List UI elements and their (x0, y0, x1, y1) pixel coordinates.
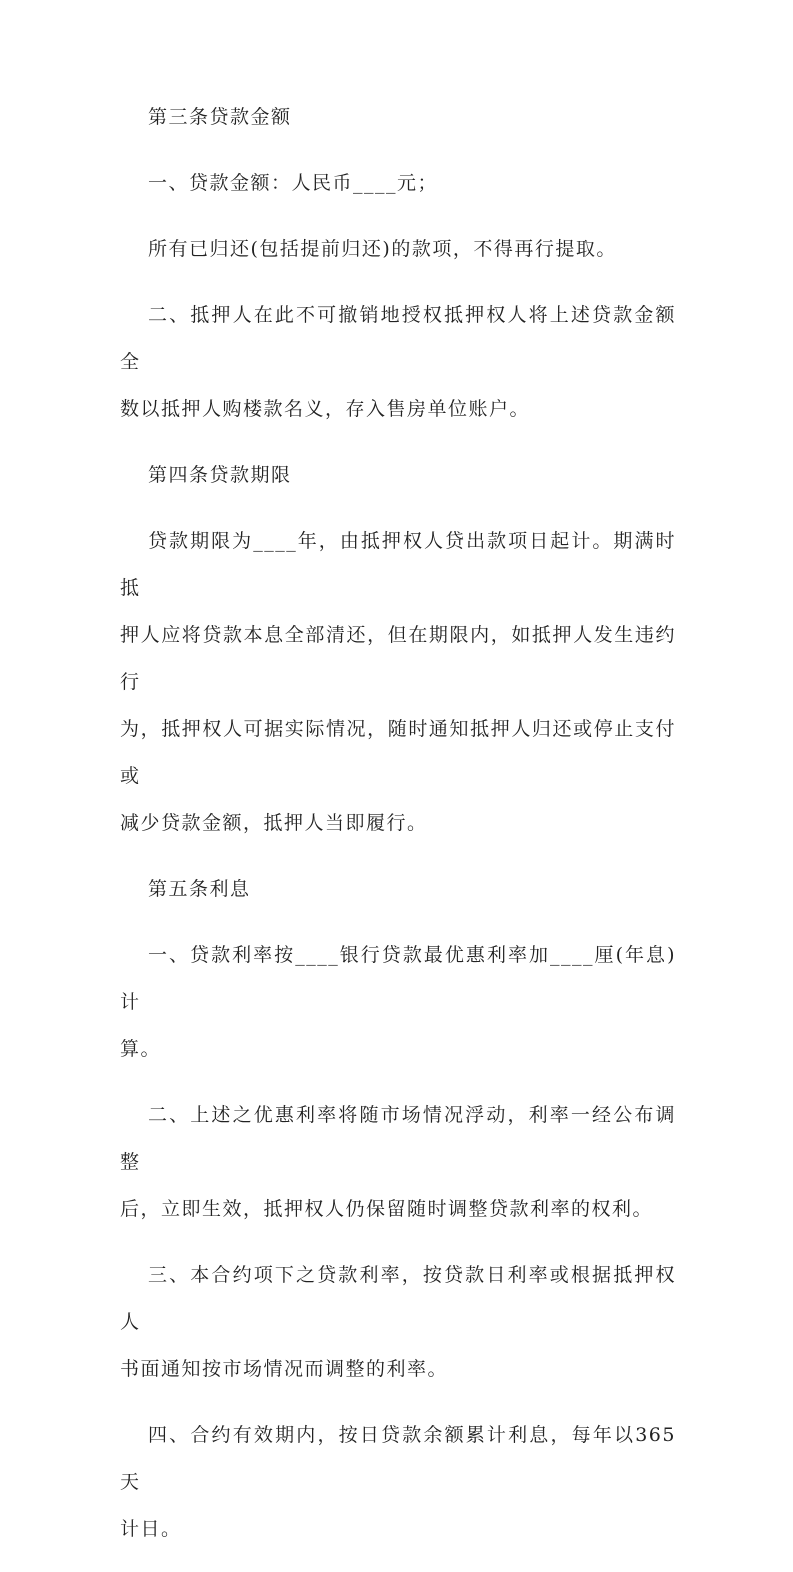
text-line: 四、合约有效期内，按日贷款余额累计利息，每年以365天 (120, 1424, 676, 1493)
paragraph-loan-amount (120, 160, 676, 207)
text-line: 押人应将贷款本息全部清还，但在期限内，如抵押人发生违约行 (120, 624, 676, 693)
text-line: 所有已归还(包括提前归还)的款项，不得再行提取。 (148, 238, 617, 260)
text-line: 减少贷款金额，抵押人当即履行。 (120, 812, 428, 834)
heading-article-4 (120, 452, 676, 499)
text-line: 为，抵押权人可据实际情况，随时通知抵押人归还或停止支付或 (120, 718, 676, 787)
text-line: 后，立即生效，抵押权人仍保留随时调整贷款利率的权利。 (120, 1198, 654, 1220)
text-line: 数以抵押人购楼款名义，存入售房单位账户。 (120, 398, 531, 420)
text-line: 贷款期限为____年，由抵押权人贷出款项日起计。期满时抵 (120, 530, 676, 599)
paragraph-loan-term (120, 518, 676, 847)
paragraph-interest-rate (120, 932, 676, 1073)
text-line: 二、抵押人在此不可撤销地授权抵押权人将上述贷款金额全 (120, 304, 676, 373)
heading-article-3 (120, 94, 676, 141)
text-line: 第五条利息 (148, 878, 251, 900)
text-line: 三、本合约项下之贷款利率，按贷款日利率或根据抵押权人 (120, 1264, 676, 1333)
paragraph-authorization (120, 292, 676, 433)
paragraph-rate-adjustment (120, 1092, 676, 1233)
text-line: 第三条贷款金额 (148, 106, 292, 128)
text-line: 第四条贷款期限 (148, 464, 292, 486)
text-line: 一、贷款金额：人民币____元； (148, 172, 439, 194)
paragraph-applicable-rate (120, 1252, 676, 1393)
heading-article-5 (120, 866, 676, 913)
paragraph-repaid-funds (120, 226, 676, 273)
text-line: 一、贷款利率按____银行贷款最优惠利率加____厘(年息)计 (120, 944, 676, 1013)
text-line: 二、上述之优惠利率将随市场情况浮动，利率一经公布调整 (120, 1104, 676, 1173)
text-line: 算。 (120, 1038, 162, 1060)
document-body (120, 94, 676, 1572)
text-line: 计日。 (120, 1518, 182, 1540)
paragraph-interest-calculation (120, 1412, 676, 1553)
text-line: 书面通知按市场情况而调整的利率。 (120, 1358, 449, 1380)
